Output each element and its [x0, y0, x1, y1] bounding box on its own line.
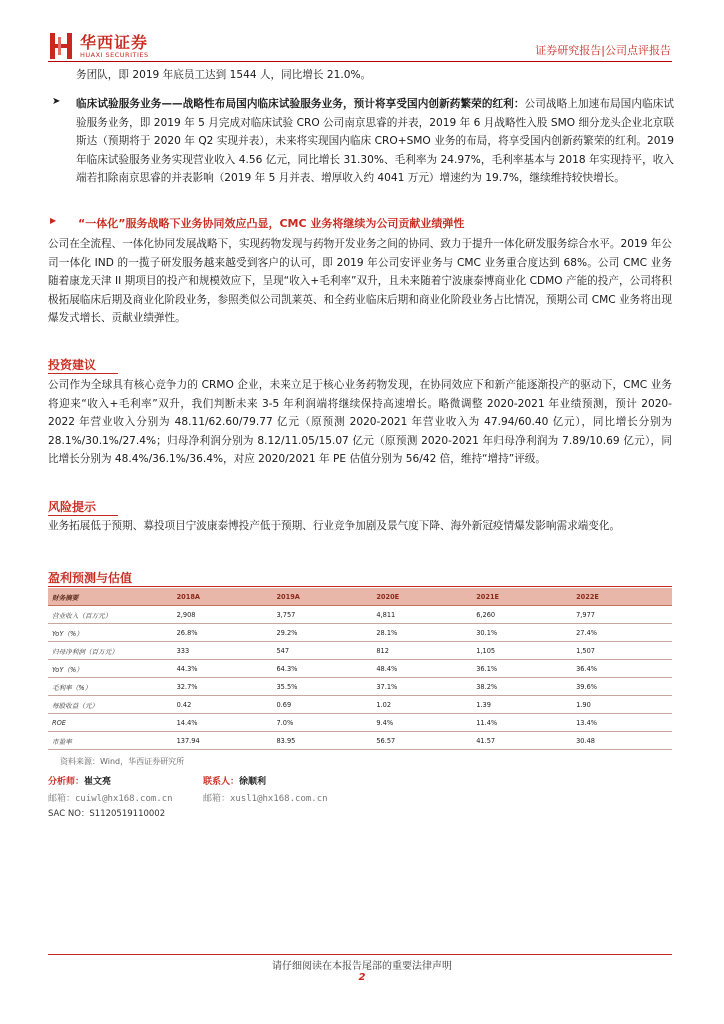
table-cell: 28.1%: [372, 624, 472, 642]
table-title-underline: [48, 586, 672, 587]
table-header-cell: 2020E: [372, 588, 472, 606]
table-cell: 1,105: [472, 642, 572, 660]
triangle-bullet-icon: ➤: [52, 96, 61, 107]
table-cell: 547: [272, 642, 372, 660]
table-cell: 56.57: [372, 732, 472, 750]
clinical-text: 公司战略上加速布局国内临床试验服务业务，即 2019 年 5 月完成对临床试验 CRO 公司南京思睿的并表，2019 年 6 月战略性入股 SMO 细分龙头企业北京联斯达（预期将于 2020 年 Q2 实现并表），未来将实现国内临床 CRO+SMO 业务的布局，将享受国内创新药繁荣的红利。2019 年临床试验服务业务实现营业收入 4.56 亿元，同比增长 31.30%、毛利率为 24.97%，毛利率基本与 2018 年实现持平，收入端若扣除南京思睿的并表影响（2019 年 5 月并表、增厚收入约 4041 万元）增速约为 19.7%，继续维持较快增长。: [76, 98, 675, 184]
table-cell: 27.4%: [572, 624, 672, 642]
table-cell: 44.3%: [173, 660, 273, 678]
table-header-cell: 2019A: [272, 588, 372, 606]
page-number: 2: [358, 972, 366, 983]
table-title: 盈利预测与估值: [48, 571, 133, 585]
table-cell: 0.42: [173, 696, 273, 714]
investment-text: 公司作为全球具有核心竞争力的 CRMO 企业，未来立足于核心业务药物发现，在协同效应下和新产能逐渐投产的驱动下，CMC 业务将迎来“收入+毛利率”双升，我们判断未来 3-5 年利润端将继续保持高速增长。略微调整 2020-2021 年业绩预测，预计 2020-2022 年营业收入分别为 48.11/62.60/79.77 亿元（原预测 2020-2021 年营业收入为 47.94/60.40 亿元），同比增长分别为 28.1%/30.1%/27.4%；归母净利润分别为 8.12/11.05/15.07 亿元（原预测 2020-2021 年归母净利润为 7.89/10.69 亿元），同比增长分别为 48.4%/36.1%/36.4%，对应 2020/2021 年 PE 估值分别为 56/42 倍，维持“增持”评级。: [48, 379, 672, 465]
table-cell: 36.1%: [472, 660, 572, 678]
table-cell: 36.4%: [572, 660, 672, 678]
table-header-cell: 财务摘要: [48, 588, 173, 606]
table-cell: 4,811: [372, 606, 472, 624]
table-cell: 38.2%: [472, 678, 572, 696]
table-cell: 营业收入（百万元）: [48, 606, 173, 624]
financial-table: [48, 588, 672, 750]
table-header-cell: 2018A: [173, 588, 273, 606]
table-cell: YoY（%）: [48, 624, 173, 642]
contact-name: 徐顺利: [239, 777, 267, 787]
table-cell: 37.1%: [372, 678, 472, 696]
table-cell: 333: [173, 642, 273, 660]
risk-title: 风险提示: [48, 500, 97, 514]
table-row: [48, 660, 672, 678]
table-cell: 9.4%: [372, 714, 472, 732]
table-cell: 11.4%: [472, 714, 572, 732]
table-row: [48, 642, 672, 660]
table-header-cell: 2022E: [572, 588, 672, 606]
sac-number: SAC NO：S1120519110002: [48, 809, 166, 819]
table-cell: 41.57: [472, 732, 572, 750]
table-cell: 30.1%: [472, 624, 572, 642]
table-row: [48, 606, 672, 624]
integration-title: “一体化”服务战略下业务协同效应凸显，CMC 业务将继续为公司贡献业绩弹性: [78, 217, 465, 230]
table-cell: 48.4%: [372, 660, 472, 678]
table-cell: 13.4%: [572, 714, 672, 732]
contact-label: 联系人：: [203, 777, 240, 787]
table-cell: 1.90: [572, 696, 672, 714]
table-cell: 1.39: [472, 696, 572, 714]
risk-text: 业务拓展低于预期、募投项目宁波康泰博投产低于预期、行业竞争加剧及景气度下降、海外新冠疫情爆发影响需求端变化。: [48, 520, 621, 532]
table-source: 资料来源：Wind，华西证券研究所: [60, 757, 185, 766]
table-cell: 137.94: [173, 732, 273, 750]
table-cell: 1.02: [372, 696, 472, 714]
table-cell: 64.3%: [272, 660, 372, 678]
table-cell: 2,908: [173, 606, 273, 624]
table-cell: 7,977: [572, 606, 672, 624]
table-cell: ROE: [48, 714, 173, 732]
table-row: [48, 732, 672, 750]
report-type: 证券研究报告|公司点评报告: [535, 44, 671, 57]
table-cell: 30.48: [572, 732, 672, 750]
contact-email[interactable]: 邮箱：xusl1@hx168.com.cn: [203, 794, 328, 804]
analyst-label: 分析师：: [48, 777, 85, 787]
intro-line: 务团队，即 2019 年底员工达到 1544 人，同比增长 21.0%。: [76, 69, 372, 81]
table-row: [48, 696, 672, 714]
table-row: [48, 624, 672, 642]
footer-divider: [48, 954, 672, 955]
table-cell: 14.4%: [173, 714, 273, 732]
table-cell: 每股收益（元）: [48, 696, 173, 714]
brand-name: 华西证券: [80, 33, 149, 52]
header-divider: [48, 61, 672, 62]
table-cell: 26.8%: [173, 624, 273, 642]
risk-underline: [48, 515, 118, 516]
huaxi-logo-icon: [50, 33, 74, 59]
investment-title: 投资建议: [48, 358, 97, 372]
clinical-paragraph: [76, 95, 674, 188]
analyst-email[interactable]: 邮箱：cuiwl@hx168.com.cn: [48, 794, 173, 804]
contact-person: [203, 774, 266, 787]
table-cell: 1,507: [572, 642, 672, 660]
table-cell: 39.6%: [572, 678, 672, 696]
integration-text: 公司在全流程、一体化协同发展战略下，实现药物发现与药物开发业务之间的协同、致力于提升一体化研发服务综合水平。2019 年公司一体化 IND 的一揽子研发服务越来越受到客户的认可，即 2019 年公司安评业务与 CMC 业务重合度达到 68%。公司 CMC 业务随着康龙天津 II 期项目的投产和规模效应下，呈现“收入+毛利率”双升，且未来随着宁波康泰博商业化 CDMO 产能的投产，公司将积极拓展临床后期及商业化阶段业务，参照类似公司凯莱英、和全药业临床后期和商业化阶段业务占比情况，预期公司 CMC 业务将出现爆发式增长、贡献业绩弹性。: [48, 238, 672, 324]
table-cell: 3,757: [272, 606, 372, 624]
brand-name-english: HUAXI SECURITIES: [80, 51, 149, 59]
table-cell: 6,260: [472, 606, 572, 624]
analyst-name: 崔文亮: [84, 777, 112, 787]
table-cell: 32.7%: [173, 678, 273, 696]
table-cell: 35.5%: [272, 678, 372, 696]
investment-underline: [48, 373, 118, 374]
table-row: [48, 678, 672, 696]
table-row: [48, 714, 672, 732]
legal-notice: 请仔细阅读在本报告尾部的重要法律声明: [272, 961, 452, 972]
table-cell: YoY（%）: [48, 660, 173, 678]
table-header-cell: 2021E: [472, 588, 572, 606]
table-cell: 归母净利润（百万元）: [48, 642, 173, 660]
table-cell: 812: [372, 642, 472, 660]
table-header-row: [48, 588, 672, 606]
table-cell: 7.0%: [272, 714, 372, 732]
analyst: [48, 774, 111, 787]
table-cell: 0.69: [272, 696, 372, 714]
table-cell: 市盈率: [48, 732, 173, 750]
table-cell: 83.95: [272, 732, 372, 750]
table-cell: 毛利率（%）: [48, 678, 173, 696]
red-triangle-icon: ▶: [50, 216, 57, 225]
clinical-title: 临床试验服务业务——战略性布局国内临床试验服务业务，预计将享受国内创新药繁荣的红利：: [76, 98, 525, 110]
table-cell: 29.2%: [272, 624, 372, 642]
